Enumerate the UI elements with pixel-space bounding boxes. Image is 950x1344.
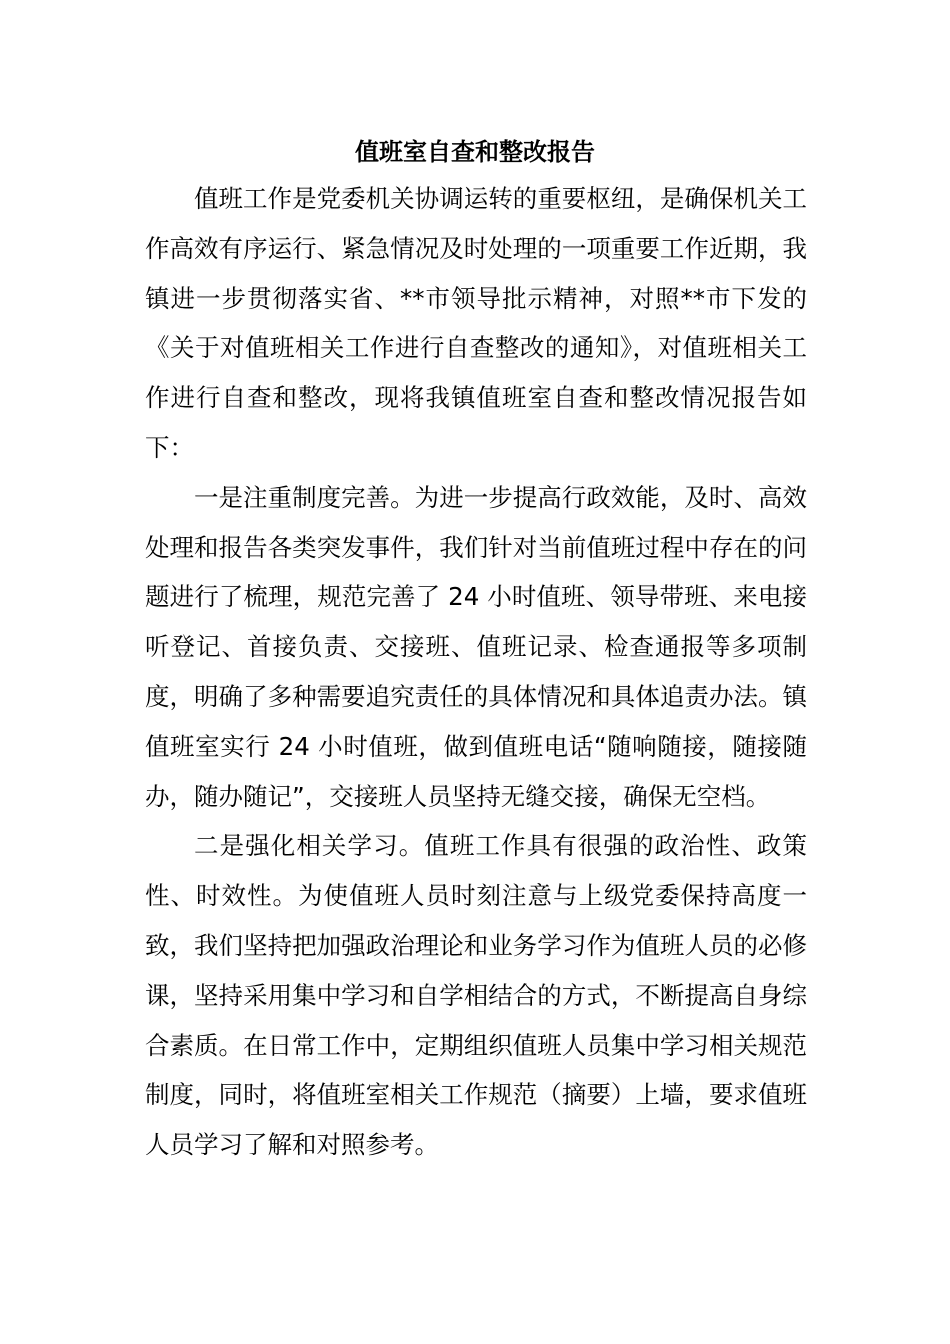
paragraph-intro: 值班工作是党委机关协调运转的重要枢纽，是确保机关工作高效有序运行、紧急情况及时处理的一项重要工作近期，我镇进一步贯彻落实省、**市领导批示精神，对照**市下发的《关于对值班相关工作进行自查整改的通知》，对值班相关工作进行自查和整改，现将我镇值班室自查和整改情况报告如下： bbox=[145, 184, 807, 462]
document-body bbox=[145, 174, 807, 1170]
paragraph-study-strengthening: 二是强化相关学习。值班工作具有很强的政治性、政策性、时效性。为使值班人员时刻注意与上级党委保持高度一致，我们坚持把加强政治理论和业务学习作为值班人员的必修课，坚持采用集中学习和自学相结合的方式，不断提高自身综合素质。在日常工作中，定期组织值班人员集中学习相关规范制度，同时，将值班室相关工作规范（摘要）上墙，要求值班人员学习了解和对照参考。 bbox=[145, 831, 807, 1160]
paragraph-system-improvement: 一是注重制度完善。为进一步提高行政效能，及时、高效处理和报告各类突发事件，我们针对当前值班过程中存在的问题进行了梳理，规范完善了 24 小时值班、领导带班、来电接听登记、首接负责、交接班、值班记录、检查通报等多项制度，明确了多种需要追究责任的具体情况和具体追责办法。镇值班室实行 24 小时值班，做到值班电话“随响随接，随接随办，随办随记”，交接班人员坚持无缝交接，确保无空档。 bbox=[145, 482, 807, 811]
document-title: 值班室自查和整改报告 bbox=[355, 138, 595, 166]
